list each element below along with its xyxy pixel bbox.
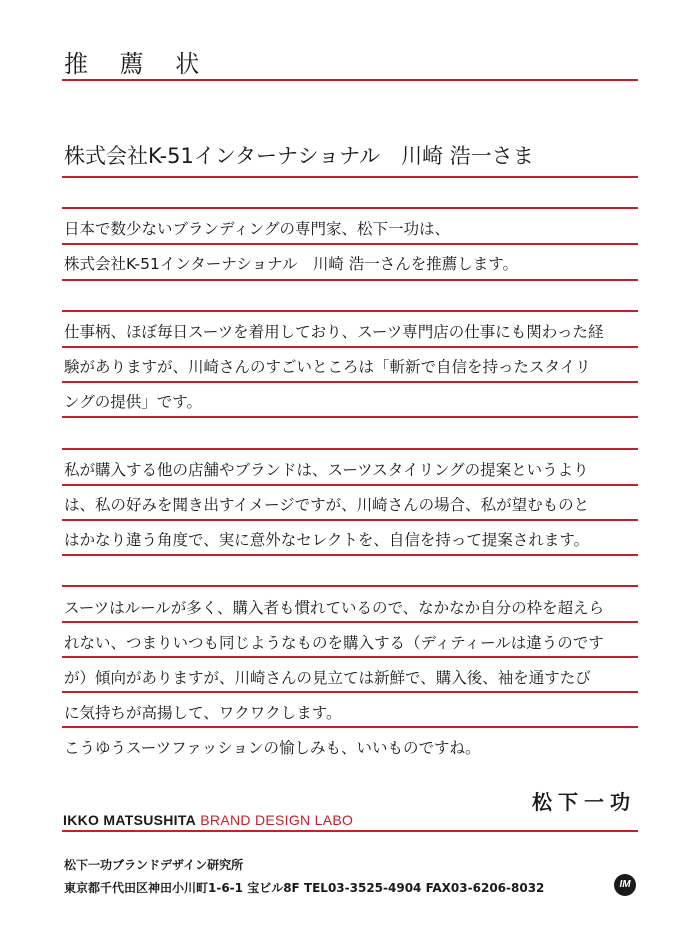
- divider: [62, 310, 638, 312]
- divider: [62, 726, 638, 728]
- brand-line: [63, 812, 353, 828]
- text-line: スーツはルールが多く、購入者も慣れているので、なかなか自分の枠を超えら: [64, 599, 605, 617]
- text-line: はかなり違う角度で、実に意外なセレクトを、自信を持って提案されます。: [64, 531, 590, 549]
- im-logo-icon: IM: [614, 874, 636, 896]
- text-line: ングの提供」です。: [64, 393, 202, 411]
- brand-name: IKKO MATSUSHITA: [63, 812, 197, 828]
- text-line: れない、つまりいつも同じようなものを購入する（ディティールは違うのです: [64, 634, 604, 652]
- divider: [62, 448, 638, 450]
- page-title: 推 薦 状: [64, 50, 212, 78]
- divider: [62, 176, 638, 178]
- divider: [62, 830, 638, 832]
- divider: [62, 621, 638, 623]
- divider: [62, 554, 638, 556]
- text-line: 株式会社K-51インターナショナル 川崎 浩一さんを推薦します。: [64, 255, 519, 273]
- text-line: は、私の好みを聞き出すイメージですが、川崎さんの場合、私が望むものと: [64, 496, 590, 514]
- divider: [62, 207, 638, 209]
- divider: [62, 585, 638, 587]
- divider: [62, 691, 638, 693]
- text-line: 仕事柄、ほぼ毎日スーツを着用しており、スーツ専門店の仕事にも関わった経: [64, 323, 604, 341]
- divider: [62, 381, 638, 383]
- divider: [62, 279, 638, 281]
- brand-labo: BRAND DESIGN LABO: [200, 812, 354, 828]
- divider: [62, 519, 638, 521]
- divider: [62, 484, 638, 486]
- text-line: に気持ちが高揚して、ワクワクします。: [64, 704, 342, 722]
- divider: [62, 346, 638, 348]
- divider: [62, 656, 638, 658]
- text-line: 私が購入する他の店舗やブランドは、スーツスタイリングの提案というより: [64, 461, 589, 479]
- text-line: こうゆうスーツファッションの愉しみも、いいものですね。: [64, 739, 481, 757]
- text-line: 験がありますが、川崎さんのすごいところは「斬新で自信を持ったスタイリ: [64, 358, 591, 376]
- divider: [62, 416, 638, 418]
- signature: 松下一功: [532, 790, 636, 814]
- divider: [62, 79, 638, 81]
- divider: [62, 243, 638, 245]
- footer-address: 東京都千代田区神田小川町1-6-1 宝ビル8F TEL03-3525-4904 FAX03-6206-8032: [64, 881, 545, 895]
- text-line: 日本で数少ないブランディングの専門家、松下一功は、: [64, 220, 450, 238]
- addressee: 株式会社K-51インターナショナル 川崎 浩一さま: [64, 144, 534, 168]
- footer-org: 松下一功ブランドデザイン研究所: [64, 858, 244, 872]
- text-line: が）傾向がありますが、川崎さんの見立ては新鮮で、購入後、袖を通すたび: [64, 669, 591, 687]
